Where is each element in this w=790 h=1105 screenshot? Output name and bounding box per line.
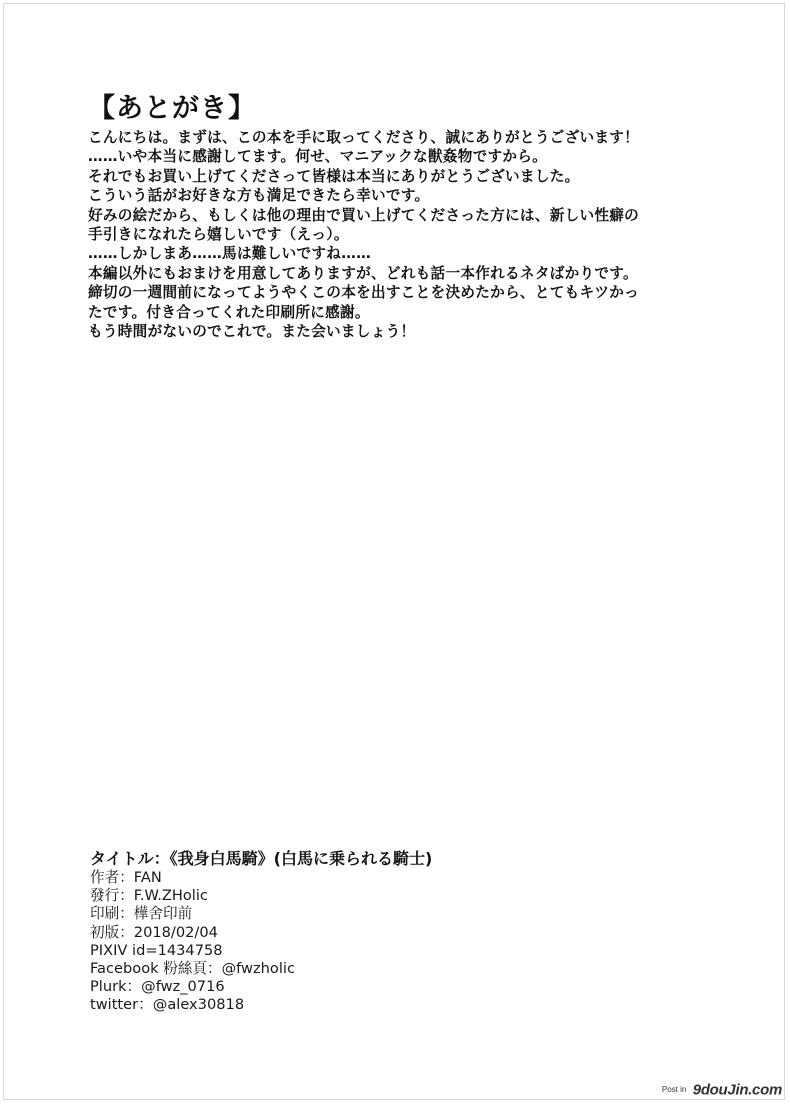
afterword-line: こういう話がお好きな方も満足できたら幸いです。 [88, 187, 430, 205]
afterword-line: もう時間がないのでこれで。また会いましょう！ [88, 323, 416, 341]
afterword-line: それでもお買い上げてくださって皆様は本当にありがとうございました。 [88, 167, 580, 185]
afterword-line: 手引きになれたら嬉しいです（えっ）。 [88, 226, 349, 244]
colophon-author: 作者：FAN [90, 869, 162, 886]
afterword-title: 【あとがき】 [88, 93, 256, 124]
colophon-twitter: twitter：@alex30818 [90, 996, 245, 1014]
colophon-pixiv: PIXIV id=1434758 [90, 941, 223, 959]
colophon-printer: 印刷：樺舍印前 [90, 905, 193, 923]
afterword-line: 好みの絵だから、もしくは他の理由で買い上げてくださった方には、新しい性癖の [88, 206, 640, 224]
colophon-section [90, 848, 510, 1015]
afterword-line: たです。付き合ってくれた印刷所に感謝。 [88, 303, 370, 321]
afterword-line: ……しかしまあ……馬は難しいですね…… [88, 245, 371, 263]
afterword-section [88, 92, 728, 341]
colophon-title: タイトル：《我身白馬騎》(白馬に乗られる騎士) [90, 849, 433, 868]
colophon-first-edition: 初版：2018/02/04 [90, 923, 218, 941]
afterword-line: ……いや本当に感謝してます。何せ、マニアックな獣姦物ですから。 [88, 148, 548, 166]
afterword-line: 本編以外にもおまけを用意してありますが、どれも話一本作れるネタばかりです。 [88, 264, 638, 282]
afterword-line: こんにちは。まずは、この本を手に取ってくださり、誠にありがとうございます！ [88, 129, 640, 146]
site-watermark [662, 1081, 782, 1099]
colophon-plurk: Plurk：@fwz_0716 [90, 978, 225, 996]
watermark-site-name: 9douJin.com [692, 1081, 782, 1099]
colophon-publisher: 發行：F.W.ZHolic [90, 887, 208, 905]
afterword-line: 締切の一週間前になってようやくこの本を出すことを決めたから、とてもキツかっ [88, 284, 640, 302]
colophon-facebook: Facebook 粉絲頁：@fwzholic [90, 960, 295, 978]
watermark-prefix: Post in [661, 1085, 687, 1095]
